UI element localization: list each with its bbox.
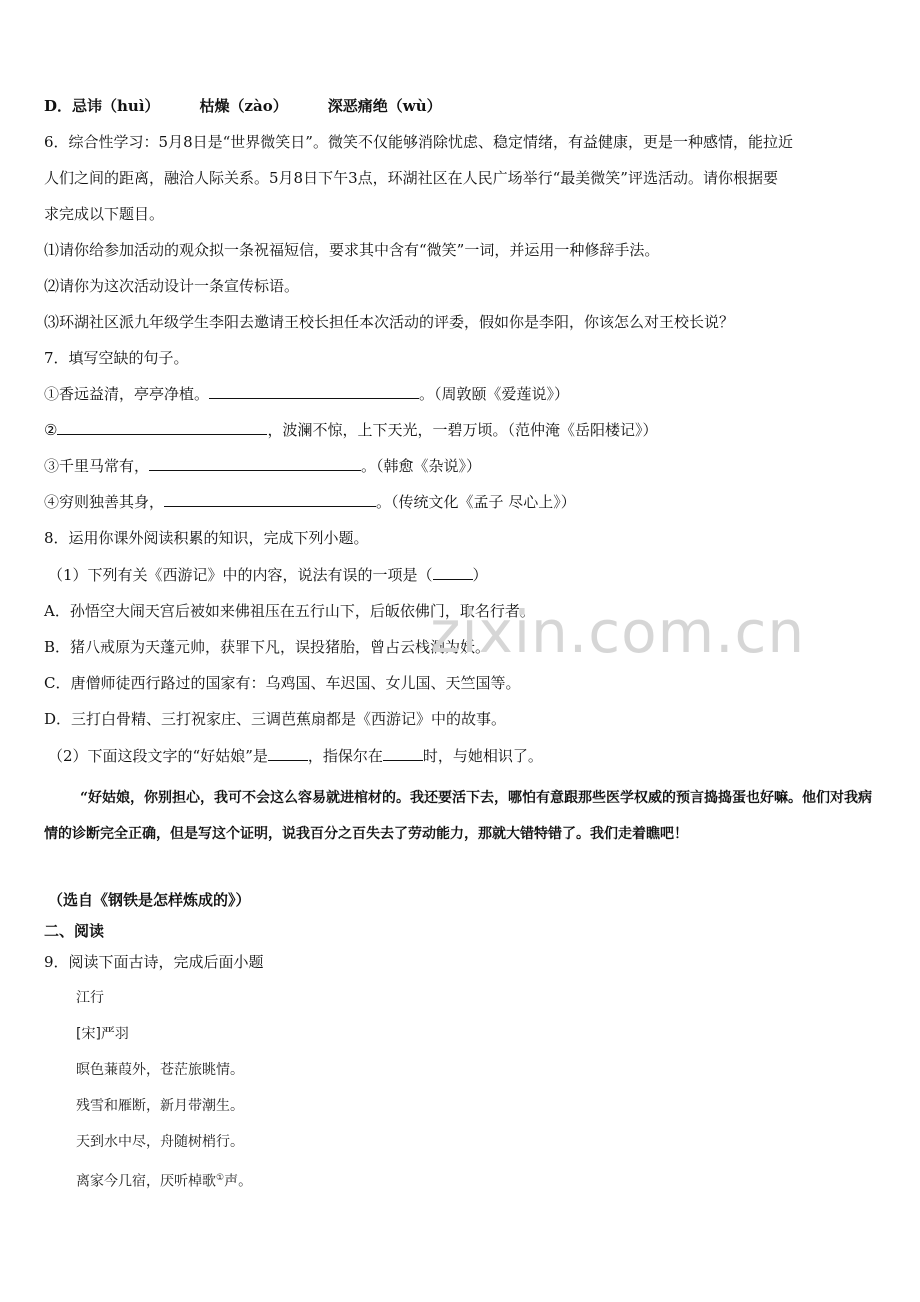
option-word: 枯燥（zào） [199, 97, 288, 115]
q6-intro-line: 人们之间的距离，融洽人际关系。5月8日下午3点，环湖社区在人民广场举行“最美微笑”评选活动。请你根据要 [44, 169, 778, 187]
option-label: D． [44, 97, 73, 115]
q8-sub-2 [48, 746, 880, 766]
answer-blank[interactable] [383, 746, 423, 761]
text: ①香远益清，亭亭净植。 [44, 385, 210, 403]
text: 。（传统文化《孟子 尽心上》） [376, 493, 576, 511]
q8-source: （选自《钢铁是怎样炼成的》） [48, 891, 251, 909]
q7-line-1 [44, 384, 880, 404]
text: 离家今几宿，厌听棹歌 [76, 1173, 216, 1190]
watermark: zixin.com.cn [430, 598, 806, 666]
q6-part-2: ⑵请你为这次活动设计一条宣传标语。 [44, 277, 300, 295]
footnote-mark: ① [216, 1173, 225, 1183]
q8-sub-1 [48, 565, 880, 585]
q6-part-3: ⑶环湖社区派九年级学生李阳去邀请王校长担任本次活动的评委，假如你是李阳，你该怎么对王校长说？ [44, 313, 735, 331]
text: （1）下列有关《西游记》中的内容，说法有误的一项是（ [48, 566, 433, 584]
q6-part-1: ⑴请你给参加活动的观众拟一条祝福短信，要求其中含有“微笑”一词，并运用一种修辞手法。 [44, 241, 660, 259]
q6-intro-line: 求完成以下题目。 [44, 205, 165, 223]
text: 。（周敦颐《爱莲说》） [419, 385, 570, 403]
text: 。（韩愈《杂说》） [361, 457, 482, 475]
poem-line: 暝色蒹葭外，苍茫旅眺情。 [76, 1062, 244, 1078]
option-word: 忌讳（huì） [72, 97, 160, 115]
answer-blank[interactable] [164, 492, 376, 507]
answer-blank[interactable] [149, 456, 361, 471]
text: （2）下面这段文字的“好姑娘”是 [48, 747, 268, 765]
poem-line: 天到水中尽，舟随树梢行。 [76, 1134, 244, 1150]
text: ，指保尔在 [307, 747, 383, 765]
q8-option-d: D．三打白骨精、三打祝家庄、三调芭蕉扇都是《西游记》中的故事。 [44, 710, 507, 728]
q5-option-d [44, 96, 880, 116]
poem-title: 江行 [76, 990, 104, 1006]
q8-title: 8．运用你课外阅读积累的知识，完成下列小题。 [44, 529, 369, 547]
q8-option-c: C．唐僧师徒西行路过的国家有：乌鸡国、车迟国、女儿国、天竺国等。 [44, 674, 521, 692]
q8-option-b: B．猪八戒原为天蓬元帅，获罪下凡，误投猪胎，曾占云栈洞为妖。 [44, 638, 491, 656]
q9-title: 9．阅读下面古诗，完成后面小题 [44, 953, 264, 971]
text: ④穷则独善其身， [44, 493, 165, 511]
answer-blank[interactable] [268, 746, 308, 761]
q8-option-a: A．孙悟空大闹天宫后被如来佛祖压在五行山下，后皈依佛门，取名行者。 [44, 602, 535, 620]
q6-intro-line: 6．综合性学习：5月8日是“世界微笑日”。微笑不仅能够消除忧虑、稳定情绪，有益健康，更是一种感情，能拉近 [44, 133, 793, 151]
text: ，波澜不惊，上下天光，一碧万顷。（范仲淹《岳阳楼记》） [267, 421, 658, 439]
section-heading: 二、阅读 [44, 922, 105, 940]
text: 声。 [224, 1173, 253, 1190]
text: ③千里马常有， [44, 457, 150, 475]
text: 时，与她相识了。 [422, 747, 543, 765]
option-word: 深恶痛绝（wù） [327, 97, 442, 115]
poem-line: 残雪和雁断，新月带潮生。 [76, 1098, 244, 1114]
answer-blank[interactable] [433, 565, 473, 580]
q7-line-4 [44, 492, 880, 512]
poem-line [76, 1168, 880, 1192]
answer-blank[interactable] [209, 384, 419, 399]
text: ） [472, 566, 488, 584]
q8-quote-passage: “好姑娘，你别担心，我可不会这么容易就进棺材的。我还要活下去，哪怕有意跟那些医学权威的预言捣捣蛋也好嘛。他们对我病情的诊断完全正确，但是写这个证明，说我百分之百失去了劳动能力，那就大错特错了。我们走着瞧吧！ [44, 790, 873, 842]
q7-title: 7．填写空缺的句子。 [44, 349, 189, 367]
poem-author: [宋]严羽 [76, 1026, 129, 1042]
text: ② [44, 421, 58, 439]
answer-blank[interactable] [57, 420, 267, 435]
q7-line-3 [44, 456, 880, 476]
q7-line-2 [44, 420, 880, 440]
